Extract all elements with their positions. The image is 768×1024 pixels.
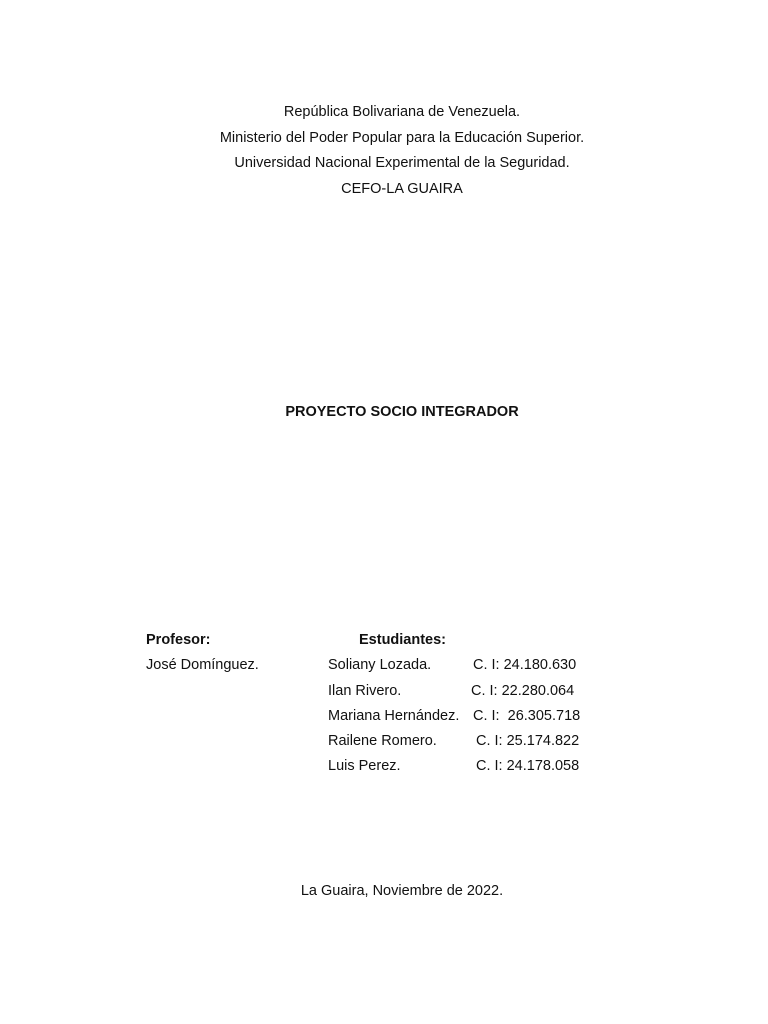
place-date: La Guaira, Noviembre de 2022. — [300, 883, 504, 899]
document-title: PROYECTO SOCIO INTEGRADOR — [285, 404, 519, 420]
header-line-campus: CEFO-LA GUAIRA — [341, 180, 463, 197]
header-line-ministry: Ministerio del Poder Popular para la Educación Superior. — [219, 129, 585, 146]
student-row — [0, 682, 768, 700]
student-ci: C. I: 26.305.718 — [473, 708, 581, 724]
student-name: Mariana Hernández. — [328, 708, 460, 724]
profesor-heading: Profesor: — [146, 632, 211, 648]
institution-header — [0, 102, 768, 204]
student-row — [0, 707, 768, 725]
student-name: Soliany Lozada. — [328, 657, 432, 673]
student-name: Luis Perez. — [328, 758, 401, 774]
student-ci: C. I: 25.174.822 — [476, 733, 580, 749]
student-name: Railene Romero. — [328, 733, 437, 749]
student-row — [0, 656, 768, 674]
student-ci: C. I: 24.178.058 — [476, 758, 580, 774]
student-row — [0, 732, 768, 750]
estudiantes-heading: Estudiantes: — [359, 632, 447, 648]
student-ci: C. I: 22.280.064 — [471, 683, 575, 699]
student-ci: C. I: 24.180.630 — [473, 657, 577, 673]
profesor-name: José Domínguez. — [146, 657, 259, 673]
header-line-republic: República Bolivariana de Venezuela. — [283, 104, 521, 120]
student-row — [0, 757, 768, 775]
student-name: Ilan Rivero. — [328, 683, 402, 699]
header-line-university: Universidad Nacional Experimental de la Seguridad. — [234, 155, 570, 171]
